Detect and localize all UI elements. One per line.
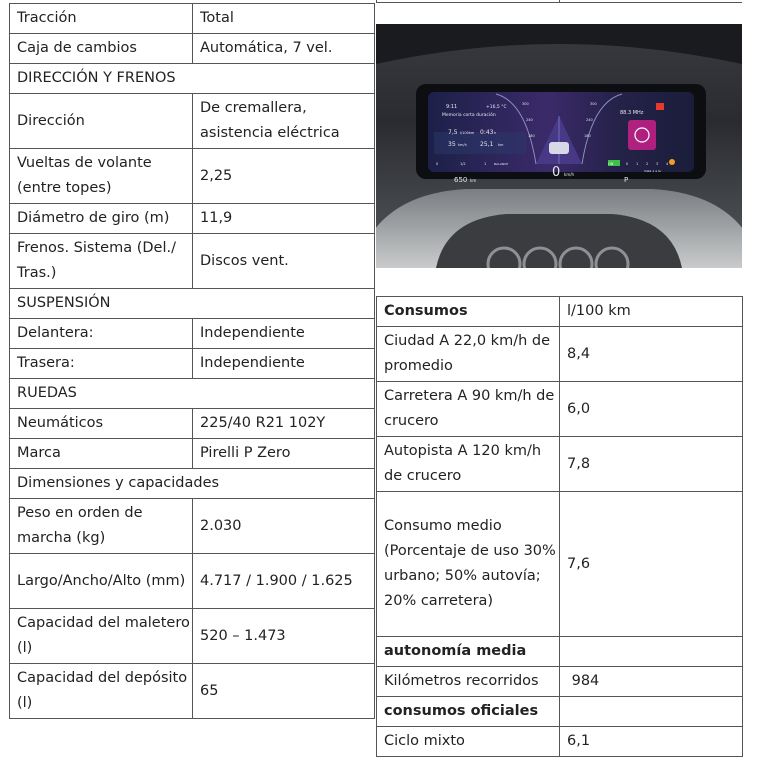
spec-label: Peso en orden de marcha (kg)	[10, 499, 193, 554]
cluster-balance-label: BALANCE	[494, 162, 509, 166]
consumption-table	[376, 296, 743, 757]
spec-label: Marca	[10, 439, 193, 469]
cluster-distance-unit: km	[498, 143, 504, 147]
table-row	[377, 492, 743, 637]
spec-label: Neumáticos	[10, 409, 193, 439]
table-row	[377, 667, 743, 697]
spec-label: Dirección	[10, 94, 193, 149]
group-header: autonomía media	[377, 637, 560, 667]
section-header: RUEDAS	[10, 379, 375, 409]
table-row	[10, 4, 375, 34]
consumption-label: Consumo medio (Porcentaje de uso 30% urbano; 50% autovía; 20% carretera)	[377, 492, 560, 637]
cluster-duration: 0:43	[480, 129, 494, 136]
spec-label: Tracción	[10, 4, 193, 34]
spec-value: 65	[193, 664, 375, 719]
spec-value: Independiente	[193, 349, 375, 379]
spec-label: Capacidad del depósito (l)	[10, 664, 193, 719]
section-row	[10, 379, 375, 409]
spec-value: 4.717 / 1.900 / 1.625	[193, 554, 375, 609]
consumption-value: l/100 km	[560, 297, 743, 327]
cluster-v-label: Vista 1 a la	[644, 169, 661, 173]
cluster-temp: +16,5 °C	[486, 105, 507, 110]
table-row	[10, 234, 375, 289]
consumption-value: 8,4	[560, 327, 743, 382]
table-row	[10, 554, 375, 609]
consumption-label: Autopista A 120 km/h de crucero	[377, 437, 560, 492]
table-row	[10, 94, 375, 149]
consumption-label: Kilómetros recorridos	[377, 667, 560, 697]
table-row	[377, 382, 743, 437]
spec-value: 520 – 1.473	[193, 609, 375, 664]
spec-value: Total	[193, 4, 375, 34]
section-row	[10, 289, 375, 319]
cluster-tick-left-1: 240	[526, 118, 533, 122]
cluster-scale-right-4: 4	[666, 162, 669, 166]
spec-label: Diámetro de giro (m)	[10, 204, 193, 234]
cluster-range: 650	[454, 176, 468, 184]
table-row	[377, 637, 743, 667]
table-row	[10, 609, 375, 664]
table-row	[10, 204, 375, 234]
cluster-on-label: ON	[608, 162, 614, 166]
cluster-scale-left-2: 1	[484, 162, 487, 166]
cluster-speed-now-unit: km/h	[564, 172, 575, 177]
table-row	[10, 409, 375, 439]
table-row	[10, 499, 375, 554]
cluster-scale-right-2: 2	[646, 162, 649, 166]
consumption-value: 7,8	[560, 437, 743, 492]
spec-label: Largo/Ancho/Alto (mm)	[10, 554, 193, 609]
spec-value: 2,25	[193, 149, 375, 204]
spec-label: Capacidad del maletero (l)	[10, 609, 193, 664]
cluster-speed-now: 0	[552, 165, 561, 180]
table-row	[10, 319, 375, 349]
cluster-tick-right-2: 180	[584, 134, 591, 138]
section-header: Dimensiones y capacidades	[10, 469, 375, 499]
section-row	[10, 64, 375, 94]
consumption-value: 6,0	[560, 382, 743, 437]
spec-value: De cremallera, asistencia eléctrica	[193, 94, 375, 149]
spec-value: 2.030	[193, 499, 375, 554]
instrument-cluster-image	[376, 24, 742, 268]
table-row	[10, 349, 375, 379]
table-row	[10, 34, 375, 64]
cluster-scale-right-0: 0	[626, 162, 629, 166]
cluster-speed-unit: km/h	[458, 143, 467, 147]
consumption-label: Ciudad A 22,0 km/h de promedio	[377, 327, 560, 382]
cluster-range-unit: km	[470, 178, 477, 183]
cluster-tick-right-1: 240	[586, 118, 593, 122]
cluster-gear: P	[624, 176, 629, 184]
table-row	[377, 327, 743, 382]
cluster-consumption: 7,5	[448, 129, 458, 136]
cluster-tick-right-0: 300	[590, 102, 597, 106]
section-header: SUSPENSIÓN	[10, 289, 375, 319]
cluster-scale-left-1: 1/2	[460, 162, 466, 166]
table-top-remnant	[376, 0, 742, 3]
cluster-scale-left-0: 0	[436, 162, 439, 166]
cluster-consumption-unit: l/100km	[460, 131, 475, 135]
spec-value: 225/40 R21 102Y	[193, 409, 375, 439]
cluster-time: 9:11	[446, 104, 458, 110]
cluster-tick-left-0: 300	[522, 102, 529, 106]
cluster-tick-left-2: 180	[528, 134, 535, 138]
table-row	[377, 297, 743, 327]
spec-value: Independiente	[193, 319, 375, 349]
table-row	[10, 149, 375, 204]
cluster-memory-label: Memoria corta duración	[442, 113, 496, 118]
cluster-duration-unit: h	[494, 131, 497, 135]
cluster-scale-right-3: 3	[656, 162, 659, 166]
spec-label: Vueltas de volante (entre topes)	[10, 149, 193, 204]
group-header: Consumos	[377, 297, 560, 327]
table-row	[377, 727, 743, 757]
table-row	[377, 437, 743, 492]
spec-label: Delantera:	[10, 319, 193, 349]
cluster-scale-right-1: 1	[636, 162, 639, 166]
spec-label: Caja de cambios	[10, 34, 193, 64]
consumption-value: 7,6	[560, 492, 743, 637]
table-row	[377, 697, 743, 727]
spec-value: Pirelli P Zero	[193, 439, 375, 469]
table-row	[10, 439, 375, 469]
specs-table	[9, 3, 375, 719]
cluster-speed-avg: 35	[448, 141, 456, 148]
cluster-radio: 88.3 MHz	[620, 110, 644, 116]
consumption-label: Carretera A 90 km/h de crucero	[377, 382, 560, 437]
spec-value: Discos vent.	[193, 234, 375, 289]
dashboard-photo	[376, 24, 742, 268]
spec-value: 11,9	[193, 204, 375, 234]
consumption-value	[560, 637, 743, 667]
consumption-value: 6,1	[560, 727, 743, 757]
consumption-label: Ciclo mixto	[377, 727, 560, 757]
section-row	[10, 469, 375, 499]
spec-label: Frenos. Sistema (Del./ Tras.)	[10, 234, 193, 289]
consumption-value: 984	[560, 667, 743, 697]
spec-value: Automática, 7 vel.	[193, 34, 375, 64]
consumption-value	[560, 697, 743, 727]
section-header: DIRECCIÓN Y FRENOS	[10, 64, 375, 94]
table-row	[10, 664, 375, 719]
cluster-distance: 25,1	[480, 141, 494, 148]
group-header: consumos oficiales	[377, 697, 560, 727]
spec-label: Trasera:	[10, 349, 193, 379]
